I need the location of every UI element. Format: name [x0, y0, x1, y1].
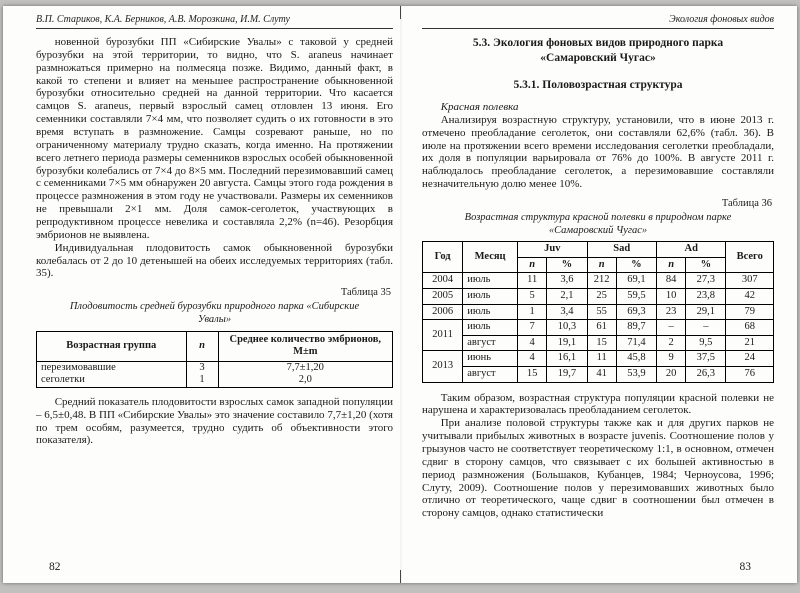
- cell-ad-n: 84: [656, 273, 685, 289]
- cell-year: 2005: [423, 289, 463, 305]
- section-title: 5.3. Экология фоновых видов природного парка «Самаровский Чугас»: [472, 37, 724, 64]
- cell-ad-pct: 27,3: [686, 273, 726, 289]
- table-row: [423, 335, 774, 351]
- cell-juv-pct: 3,4: [547, 304, 587, 320]
- right-page: [422, 14, 774, 520]
- cell-ad-pct: 26,3: [686, 366, 726, 382]
- cell-month: июль: [463, 273, 518, 289]
- table36-caption: Возрастная структура красной полевки в природном парке «Самаровский Чугас»: [464, 212, 732, 236]
- book-spread: [3, 6, 797, 583]
- page-number-left: 82: [49, 561, 61, 573]
- cell-sad-n: 25: [587, 289, 616, 305]
- cell-month: август: [463, 366, 518, 382]
- cell-juv-n: 4: [518, 335, 547, 351]
- cell-month: август: [463, 335, 518, 351]
- cell-sad-pct: 53,9: [616, 366, 656, 382]
- cell-year: 2006: [423, 304, 463, 320]
- cell-ad-pct: –: [686, 320, 726, 336]
- cell-total: 79: [726, 304, 774, 320]
- table-row: [423, 351, 774, 367]
- paragraph-reproduction: новенной бурозубки ПП «Сибирские Увалы» с таковой у средней бурозубки на этой территории, то видно, что S. araneus начинает размножаться примерно на полмесяца позже. Видимо, данный факт, в какой то степени и влияет на меньшее распространение обыкновенной бурозубки относительно средней на данной территории. Что касается самцов S. araneus, первый взрослый самец отловлен 13 июня. Его семенники составляли 7×4 мм, что позволяет судить о их готовности в это время вступать в размножение. Самцы созревают раньше, но по ограниченному материалу трудно сказать, когда именно. На протяжении всего летнего периода размеры семенников взрослых особей обыкновенной бурозубки колебались от 7×4 до 8×5 мм. Последний перезимовавший самец с семенниками 7×5 мм обнаружен 20 августа. Самцы этого года рождения в процессе размножения в этом году не участвовали. Размеры их семенников не превышали 2×1 мм. Доля самок-сеголеток, участвующих в репродуктивном процессе невелика и составляла 2,2% (n=46). Резорбция эмбрионов не выявлена.: [36, 36, 393, 241]
- cell-total: 42: [726, 289, 774, 305]
- subheader-juv-pct: %: [547, 257, 587, 273]
- col-header-total: Всего: [726, 242, 774, 273]
- cell-sad-pct: 69,1: [616, 273, 656, 289]
- subsection-title: 5.3.1. Половозрастная структура: [513, 78, 683, 91]
- cell-n: 3: [186, 361, 218, 374]
- cell-ad-n: 23: [656, 304, 685, 320]
- cell-sad-n: 61: [587, 320, 616, 336]
- table-row: [423, 320, 774, 336]
- table-36: [422, 241, 774, 382]
- cell-juv-n: 4: [518, 351, 547, 367]
- cell-sad-pct: 69,3: [616, 304, 656, 320]
- table-header-row: [37, 331, 393, 361]
- cell-ad-pct: 23,8: [686, 289, 726, 305]
- cell-sad-n: 55: [587, 304, 616, 320]
- table-row: [423, 304, 774, 320]
- cell-juv-n: 5: [518, 289, 547, 305]
- cell-mean: 2,0: [218, 374, 392, 387]
- subheader-sad-pct: %: [616, 257, 656, 273]
- cell-sad-pct: 89,7: [616, 320, 656, 336]
- table35-label: Таблица 35: [340, 287, 391, 299]
- paragraph-age-structure: Анализируя возрастную структуру, установили, что в июне 2013 г. отмечено преобладание сеголеток, они составляли 62,6% (табл. 36). В июле на протяжении всего времени исследования сеголетки преобладали, их доля в популяции варьировала от 76% до 100%. В августе 2011 г. наблюдалось преобладание сеголеток, а перезимовавшие составляли незначительную долю менее 10%.: [422, 113, 774, 191]
- cell-juv-pct: 19,1: [547, 335, 587, 351]
- cell-juv-pct: 19,7: [547, 366, 587, 382]
- table-35: [36, 331, 393, 388]
- cell-month: июнь: [463, 351, 518, 367]
- table36-label: Таблица 36: [721, 198, 772, 210]
- cell-juv-n: 11: [518, 273, 547, 289]
- cell-year: 2013: [423, 351, 463, 382]
- table-row: [37, 361, 393, 374]
- cell-ad-pct: 37,5: [686, 351, 726, 367]
- subheader-ad-n: n: [656, 257, 685, 273]
- cell-sad-n: 11: [587, 351, 616, 367]
- col-header-age-group: Возрастная группа: [37, 331, 187, 361]
- cell-juv-pct: 3,6: [547, 273, 587, 289]
- cell-total: 307: [726, 273, 774, 289]
- fold-mark-top: [400, 6, 401, 19]
- cell-sad-pct: 59,5: [616, 289, 656, 305]
- subheader-ad-pct: %: [686, 257, 726, 273]
- running-head-authors: В.П. Стариков, К.А. Берников, А.В. Морозкина, И.М. Слуту: [36, 14, 393, 29]
- cell-month: июль: [463, 304, 518, 320]
- cell-sad-n: 41: [587, 366, 616, 382]
- cell-month: июль: [463, 289, 518, 305]
- cell-age-group: перезимовавшие: [37, 361, 187, 374]
- table-row: [37, 374, 393, 387]
- cell-total: 68: [726, 320, 774, 336]
- paragraph-mean-fertility: Средний показатель плодовитости взрослых самок западной популяции – 6,5±0,48. В ПП «Сибирские Увалы» это значение составило 7,7±1,20 (хотя по трем особям, разумеется, трудно судить об объективности этого показателя).: [36, 395, 393, 447]
- fold-mark-bottom: [400, 570, 401, 583]
- table-header-row: [423, 242, 774, 258]
- cell-year: 2011: [423, 320, 463, 351]
- paragraph-conclusion: Таким образом, возрастная структура популяции красной полевки не нарушена и характеризовалась преобладанием сеголеток.: [422, 391, 774, 417]
- cell-year: 2004: [423, 273, 463, 289]
- species-heading: Красная полевка: [440, 100, 519, 113]
- cell-ad-n: –: [656, 320, 685, 336]
- subheader-juv-n: n: [518, 257, 547, 273]
- paragraph-sex-structure: При анализе половой структуры также как и для других парков не учитывали прибылых животных в возрасте juvenis. Соотношение полов у грызунов часто не соответствует теоретическому 1:1, в основном, отмечен сдвиг в сторону самцов, что связывает с их большей активностью в период размножения (Большаков, Кубанцев, 1984; Черноусова, 1996; Слуту, 2009). Соотношение полов у перезимовавших животных было отлично от теоретического, чаще сдвиг в соотношении был отмечен в сторону самцов, однако статистически: [422, 417, 774, 520]
- table-row: [423, 289, 774, 305]
- col-header-year: Год: [423, 242, 463, 273]
- cell-total: 24: [726, 351, 774, 367]
- cell-juv-n: 15: [518, 366, 547, 382]
- cell-ad-n: 10: [656, 289, 685, 305]
- table-row: [423, 273, 774, 289]
- col-header-month: Месяц: [463, 242, 518, 273]
- cell-juv-pct: 16,1: [547, 351, 587, 367]
- col-header-n: n: [186, 331, 218, 361]
- cell-age-group: сеголетки: [37, 374, 187, 387]
- running-head-chapter: Экология фоновых видов: [422, 14, 774, 29]
- left-page: [36, 14, 393, 447]
- cell-ad-n: 2: [656, 335, 685, 351]
- page-number-right: 83: [739, 561, 751, 573]
- cell-juv-pct: 2,1: [547, 289, 587, 305]
- cell-ad-pct: 29,1: [686, 304, 726, 320]
- cell-juv-n: 7: [518, 320, 547, 336]
- cell-sad-pct: 71,4: [616, 335, 656, 351]
- cell-n: 1: [186, 374, 218, 387]
- table35-caption: Плодовитость средней бурозубки природного парка «Сибирские Увалы»: [69, 301, 360, 325]
- center-fold-seam: [400, 6, 402, 583]
- col-header-mean-embryos: Среднее количество эмбрионов, M±m: [218, 331, 392, 361]
- cell-sad-pct: 45,8: [616, 351, 656, 367]
- col-header-juv: Juv: [518, 242, 587, 258]
- cell-sad-n: 212: [587, 273, 616, 289]
- cell-juv-pct: 10,3: [547, 320, 587, 336]
- cell-month: июль: [463, 320, 518, 336]
- paragraph-fertility: Индивидуальная плодовитость самок обыкновенной бурозубки колебалась от 2 до 10 детенышей на обеих исследуемых территориях (табл. 35).: [36, 241, 393, 280]
- cell-sad-n: 15: [587, 335, 616, 351]
- cell-mean: 7,7±1,20: [218, 361, 392, 374]
- cell-ad-n: 9: [656, 351, 685, 367]
- col-header-sad: Sad: [587, 242, 656, 258]
- cell-total: 21: [726, 335, 774, 351]
- cell-total: 76: [726, 366, 774, 382]
- cell-juv-n: 1: [518, 304, 547, 320]
- cell-ad-n: 20: [656, 366, 685, 382]
- subheader-sad-n: n: [587, 257, 616, 273]
- col-header-ad: Ad: [656, 242, 725, 258]
- table-row: [423, 366, 774, 382]
- cell-ad-pct: 9,5: [686, 335, 726, 351]
